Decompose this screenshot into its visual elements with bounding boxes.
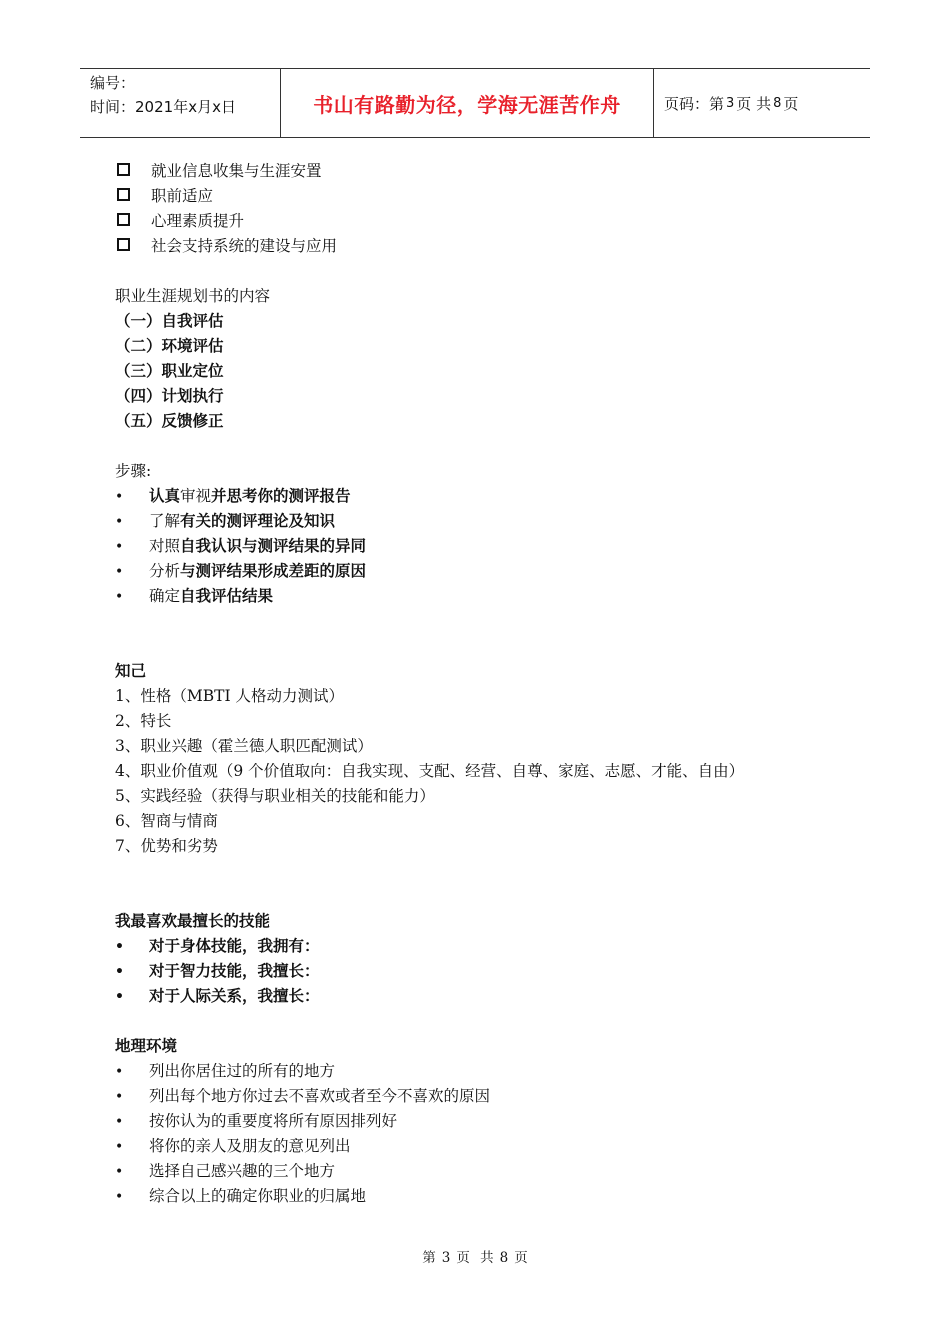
bullet-icon: • (115, 1189, 124, 1205)
document-body (115, 159, 875, 1209)
bullet-icon: • (115, 1139, 124, 1155)
know-self-item: 5、实践经验（获得与职业相关的技能和能力） (115, 787, 435, 805)
plan-item: （一）自我评估 (115, 312, 224, 330)
footer-page-number: 3 (441, 1250, 451, 1266)
time-label: 时间： (90, 98, 136, 116)
page-total: 8 (773, 95, 782, 111)
plan-item: （五）反馈修正 (115, 412, 224, 430)
geo-item: • 按你认为的重要度将所有原因排列好 (115, 1109, 875, 1134)
steps-title: 步骤: (115, 462, 152, 480)
geo-title: 地理环境 (115, 1037, 178, 1055)
bullet-icon: • (115, 964, 124, 980)
skill-item: • 对于身体技能，我拥有： (115, 934, 875, 959)
know-self-item: 1、性格（MBTI 人格动力测试） (115, 687, 345, 705)
bullet-icon: • (115, 989, 124, 1005)
checkbox-icon (117, 238, 130, 251)
footer-page-total: 8 (499, 1250, 509, 1266)
know-self-title: 知己 (115, 662, 147, 680)
step-item: • 确定自我评估结果 (115, 584, 875, 609)
geo-item: • 综合以上的确定你职业的归属地 (115, 1184, 875, 1209)
checkbox-item: 职前适应 (115, 184, 875, 209)
page-counter (654, 69, 870, 137)
step-item: • 认真审视并思考你的测评报告 (115, 484, 875, 509)
checkbox-item: 社会支持系统的建设与应用 (115, 234, 875, 259)
bullet-icon: • (115, 939, 124, 955)
geo-item: • 列出你居住过的所有的地方 (115, 1059, 875, 1084)
header-meta-cell (80, 69, 281, 137)
know-self-item: 4、职业价值观（9 个价值取向：自我实现、支配、经营、自尊、家庭、志愿、才能、自由） (115, 762, 745, 780)
page-footer: 第 3 页 共 8 页 (422, 1250, 528, 1266)
bullet-icon: • (115, 1089, 124, 1105)
motto: 书山有路勤为径，学海无涯苦作舟 (281, 69, 654, 137)
skills-title: 我最喜欢最擅长的技能 (115, 912, 271, 930)
know-self-item: 3、职业兴趣（霍兰德人职匹配测试） (115, 737, 373, 755)
skill-item: • 对于智力技能，我擅长： (115, 959, 875, 984)
skill-item: • 对于人际关系，我擅长： (115, 984, 875, 1009)
bullet-icon: • (115, 539, 124, 555)
page-label: 页码：第 (664, 94, 725, 113)
geo-item: • 选择自己感兴趣的三个地方 (115, 1159, 875, 1184)
bullet-icon: • (115, 1064, 124, 1080)
plan-item: （四）计划执行 (115, 387, 224, 405)
bullet-icon: • (115, 1114, 124, 1130)
number-label: 编号： (90, 74, 136, 92)
page-number: 3 (726, 95, 735, 111)
bullet-icon: • (115, 514, 124, 530)
checkbox-icon (117, 188, 130, 201)
plan-item: （三）职业定位 (115, 362, 224, 380)
know-self-item: 6、智商与情商 (115, 812, 218, 830)
page-header (80, 68, 870, 138)
know-self-item: 2、特长 (115, 712, 172, 730)
checkbox-item: 就业信息收集与生涯安置 (115, 159, 875, 184)
checkbox-item: 心理素质提升 (115, 209, 875, 234)
time-line (90, 95, 280, 119)
plan-title: 职业生涯规划书的内容 (115, 287, 271, 305)
step-item: • 分析与测评结果形成差距的原因 (115, 559, 875, 584)
bullet-icon: • (115, 1164, 124, 1180)
checkbox-icon (117, 163, 130, 176)
bullet-icon: • (115, 589, 124, 605)
bullet-icon: • (115, 489, 124, 505)
geo-item: • 将你的亲人及朋友的意见列出 (115, 1134, 875, 1159)
step-item: • 了解有关的测评理论及知识 (115, 509, 875, 534)
know-self-item: 7、优势和劣势 (115, 837, 218, 855)
checkbox-icon (117, 213, 130, 226)
time-value: 2021年x月x日 (135, 98, 236, 116)
geo-item: • 列出每个地方你过去不喜欢或者至今不喜欢的原因 (115, 1084, 875, 1109)
page-end: 页 (783, 94, 799, 113)
bullet-icon: • (115, 564, 124, 580)
plan-item: （二）环境评估 (115, 337, 224, 355)
page-mid: 页 共 (736, 94, 772, 113)
step-item: • 对照自我认识与测评结果的异同 (115, 534, 875, 559)
